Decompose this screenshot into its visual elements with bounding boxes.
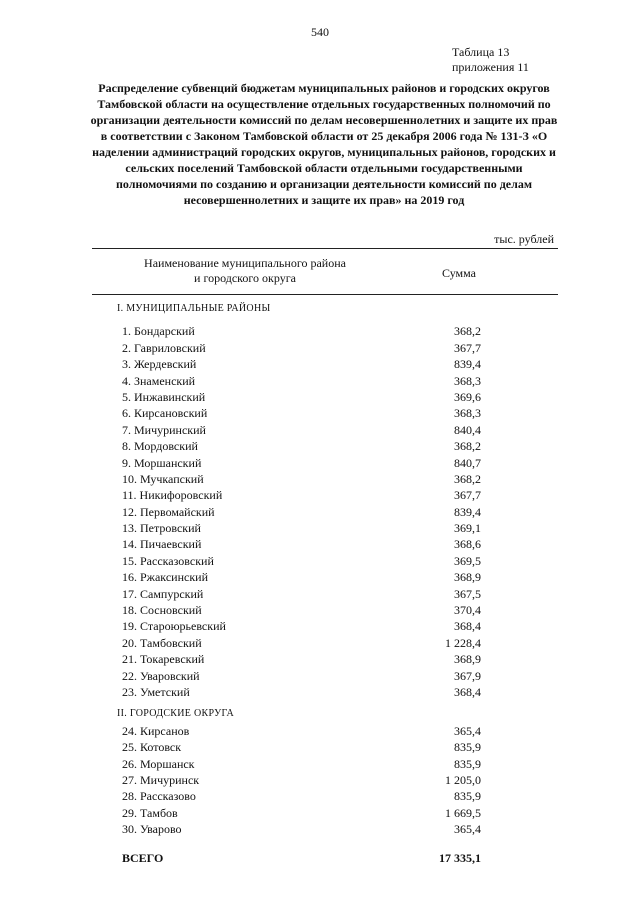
row-value: 367,5: [454, 586, 481, 601]
table-row: [0, 356, 640, 372]
row-value: 369,5: [454, 553, 481, 568]
row-value: 369,1: [454, 521, 481, 536]
table-row: [0, 684, 640, 700]
row-name: 18. Сосновский: [122, 603, 202, 618]
row-name: 9. Моршанский: [122, 455, 202, 470]
row-value: 835,9: [454, 740, 481, 755]
row-value: 368,3: [454, 373, 481, 388]
section-heading: [0, 706, 640, 722]
row-name: 23. Уметский: [122, 684, 190, 699]
column-header-name: [100, 256, 390, 286]
table-row: [0, 668, 640, 684]
table-row: [0, 422, 640, 438]
row-name: 22. Уваровский: [122, 668, 200, 683]
row-value: 368,2: [454, 324, 481, 339]
row-name: 19. Староюрьевский: [122, 619, 226, 634]
row-value: 367,7: [454, 340, 481, 355]
row-value: 367,9: [454, 668, 481, 683]
document-title: Распределение субвенций бюджетам муниципальных районов и городских округов Тамбовской области на осуществление отдельных государственных полномочий по организации деятельности комиссий по делам несовершеннолетних и защите их прав в соответствии с Законом Тамбовской области от 25 декабря 2006 года № 131-З «О наделении администраций городских округов, муниципальных районов, городских и сельских поселений Тамбовской области отдельными государственными полномочиями по созданию и организации деятельности комиссий по делам несовершеннолетних и защите их прав» на 2019 год: [90, 81, 558, 207]
table-reference: [452, 45, 572, 75]
table-row: [0, 618, 640, 634]
row-name: 8. Мордовский: [122, 439, 198, 454]
column-header-name-line2: и городского округа: [194, 271, 296, 285]
table-row: [0, 553, 640, 569]
table-row: [0, 504, 640, 520]
row-value: 368,4: [454, 684, 481, 699]
row-name: 25. Котовск: [122, 740, 182, 755]
row-value: 368,2: [454, 439, 481, 454]
table-body: [0, 301, 640, 838]
column-header-sum: Сумма: [442, 266, 476, 280]
row-value: 369,6: [454, 389, 481, 404]
table-row: [0, 323, 640, 339]
table-number: Таблица 13: [452, 45, 510, 59]
row-name: 3. Жердевский: [122, 357, 197, 372]
row-value: 835,9: [454, 756, 481, 771]
row-value: 1 205,0: [445, 772, 481, 787]
table-row: [0, 602, 640, 618]
table-row: [0, 788, 640, 804]
row-value: 839,4: [454, 504, 481, 519]
row-name: 21. Токаревский: [122, 652, 205, 667]
row-value: 368,3: [454, 406, 481, 421]
row-name: 12. Первомайский: [122, 504, 215, 519]
table-row: [0, 455, 640, 471]
row-name: 7. Мичуринский: [122, 422, 206, 437]
row-name: 17. Сампурский: [122, 586, 204, 601]
row-value: 370,4: [454, 603, 481, 618]
row-value: 368,4: [454, 619, 481, 634]
table-row: [0, 821, 640, 837]
row-value: 368,9: [454, 652, 481, 667]
row-name: 2. Гавриловский: [122, 340, 206, 355]
row-value: 368,2: [454, 471, 481, 486]
row-value: 367,7: [454, 488, 481, 503]
table-row: [0, 586, 640, 602]
table-row: [0, 471, 640, 487]
section-heading: [0, 301, 640, 317]
table-row: [0, 756, 640, 772]
row-name: 10. Мучкапский: [122, 471, 204, 486]
row-value: 365,4: [454, 822, 481, 837]
table-row: [0, 373, 640, 389]
row-name: 16. Ржаксинский: [122, 570, 208, 585]
row-name: 13. Петровский: [122, 521, 201, 536]
row-name: 5. Инжавинский: [122, 389, 206, 404]
table-row: [0, 635, 640, 651]
table-row: [0, 739, 640, 755]
row-name: 6. Кирсановский: [122, 406, 208, 421]
table-row: [0, 438, 640, 454]
row-value: 840,7: [454, 455, 481, 470]
table-row: [0, 520, 640, 536]
section-title: I. МУНИЦИПАЛЬНЫЕ РАЙОНЫ: [117, 303, 271, 314]
table-row: [0, 487, 640, 503]
row-value: 1 669,5: [445, 805, 481, 820]
total-label: ВСЕГО: [122, 851, 164, 865]
row-name: 29. Тамбов: [122, 805, 178, 820]
row-name: 20. Тамбовский: [122, 635, 202, 650]
table-row: [0, 805, 640, 821]
table-row: [0, 723, 640, 739]
table-row: [0, 389, 640, 405]
row-value: 368,9: [454, 570, 481, 585]
total-value: 17 335,1: [439, 851, 481, 865]
row-value: 368,6: [454, 537, 481, 552]
table-row: [0, 405, 640, 421]
row-name: 14. Пичаевский: [122, 537, 202, 552]
table-row: [0, 651, 640, 667]
table-top-rule: [92, 248, 558, 249]
row-value: 839,4: [454, 357, 481, 372]
row-name: 4. Знаменский: [122, 373, 196, 388]
row-name: 11. Никифоровский: [122, 488, 223, 503]
row-name: 30. Уварово: [122, 822, 182, 837]
row-value: 835,9: [454, 789, 481, 804]
row-name: 1. Бондарский: [122, 324, 195, 339]
column-header-name-line1: Наименование муниципального района: [144, 256, 346, 270]
row-name: 15. Рассказовский: [122, 553, 214, 568]
row-name: 24. Кирсанов: [122, 723, 190, 738]
appendix-number: приложения 11: [452, 60, 529, 74]
table-row: [0, 536, 640, 552]
table-row: [0, 569, 640, 585]
row-value: 1 228,4: [445, 635, 481, 650]
row-value: 840,4: [454, 422, 481, 437]
row-name: 27. Мичуринск: [122, 772, 200, 787]
page-number: 540: [311, 25, 329, 39]
section-title: II. ГОРОДСКИЕ ОКРУГА: [117, 708, 235, 720]
units-label: тыс. рублей: [494, 232, 554, 246]
row-value: 365,4: [454, 723, 481, 738]
table-row: [0, 340, 640, 356]
header-bottom-rule: [92, 294, 558, 295]
table-row: [0, 772, 640, 788]
row-name: 28. Рассказово: [122, 789, 196, 804]
row-name: 26. Моршанск: [122, 756, 195, 771]
